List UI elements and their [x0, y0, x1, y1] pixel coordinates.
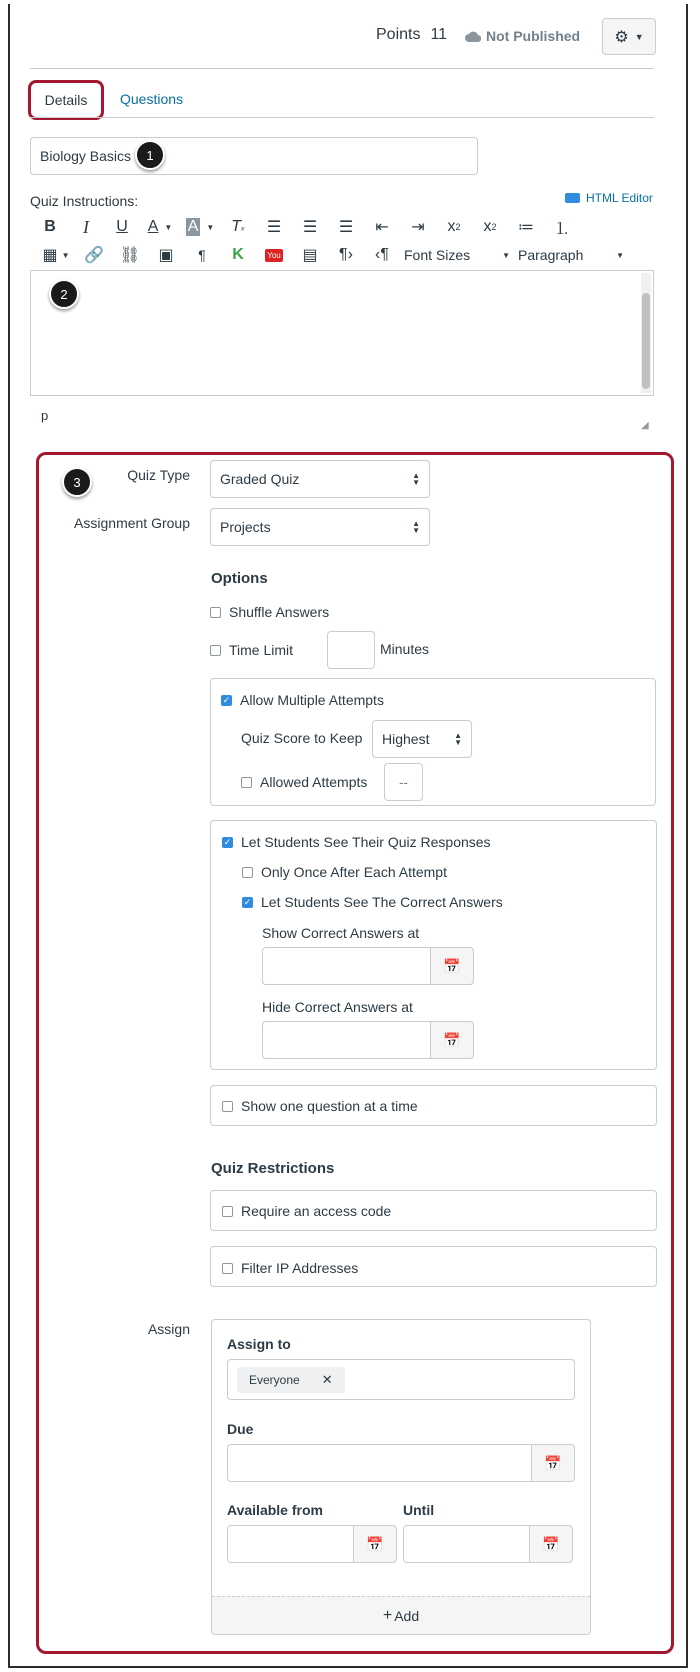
callout-badge-3: [62, 467, 92, 497]
quiz-type-select[interactable]: [210, 460, 430, 498]
tab-questions[interactable]: [120, 91, 183, 107]
ltr-icon[interactable]: ¶›: [339, 246, 353, 263]
tabs-divider: [30, 117, 654, 118]
due-date-input[interactable]: [227, 1444, 531, 1482]
see-responses-checkbox[interactable]: ✓: [223, 836, 232, 847]
assignee-token: [237, 1367, 345, 1393]
callout-3-text: 3: [73, 474, 81, 490]
time-limit-option[interactable]: [210, 642, 293, 658]
access-code-option[interactable]: [222, 1203, 391, 1219]
options-heading: Options: [211, 570, 268, 587]
status-label: Not Published: [486, 28, 581, 44]
calendar-icon[interactable]: 📅: [531, 1444, 575, 1482]
quiz-type-value: Graded Quiz: [220, 471, 300, 487]
clear-format-icon[interactable]: T ₓ: [231, 218, 245, 235]
editor-scrollbar-thumb[interactable]: [642, 293, 650, 389]
pilcrow-icon[interactable]: ¶: [198, 247, 206, 263]
available-from-label: Available from: [227, 1502, 323, 1518]
allow-multiple-attempts-checkbox[interactable]: ✓: [222, 694, 231, 705]
only-once-label: Only Once After Each Attempt: [261, 864, 447, 880]
access-code-checkbox[interactable]: [222, 1206, 233, 1217]
add-label: Add: [394, 1607, 420, 1624]
tab-details[interactable]: [28, 80, 104, 120]
show-correct-answers-date: [262, 947, 474, 985]
media-icon[interactable]: ▤: [302, 247, 318, 264]
plus-icon: +: [382, 1606, 393, 1624]
editor-scrollbar[interactable]: [641, 273, 651, 393]
html-editor-link[interactable]: [565, 191, 653, 205]
shuffle-answers-checkbox[interactable]: [210, 607, 221, 618]
gear-icon: ⚙: [614, 28, 629, 46]
table-icon[interactable]: ▦ ▼: [42, 247, 70, 264]
only-once-checkbox[interactable]: [242, 867, 253, 878]
time-limit-checkbox[interactable]: [210, 645, 221, 656]
indent-icon[interactable]: ⇥: [411, 219, 425, 236]
assignment-group-value: Projects: [220, 519, 271, 535]
allowed-attempts-label: Allowed Attempts: [260, 774, 368, 790]
only-once-option[interactable]: [242, 864, 447, 880]
see-responses-label: Let Students See Their Quiz Responses: [241, 834, 491, 850]
filter-ip-checkbox[interactable]: [222, 1263, 233, 1274]
html-editor-label: HTML Editor: [586, 191, 653, 205]
callout-badge-2: [49, 279, 79, 309]
points-display: [376, 26, 447, 44]
paragraph-select[interactable]: Paragraph ▼: [518, 247, 624, 263]
allowed-attempts-value: --: [399, 774, 408, 790]
quiz-type-label: Quiz Type: [127, 467, 190, 483]
hide-correct-answers-input[interactable]: [262, 1021, 430, 1059]
cloud-icon: [465, 31, 481, 42]
select-arrows-icon: ▲ ▼: [412, 471, 420, 487]
until-input[interactable]: [403, 1525, 529, 1563]
unlink-icon[interactable]: ⛓: [119, 247, 141, 264]
time-limit-label: Time Limit: [229, 642, 294, 658]
image-icon[interactable]: ▣: [158, 247, 174, 264]
calendar-icon[interactable]: 📅: [430, 1021, 474, 1059]
paragraph-label: Paragraph: [518, 247, 584, 263]
numbered-list-icon[interactable]: ⒈: [553, 220, 570, 238]
see-responses-option[interactable]: [222, 834, 491, 850]
filter-ip-option[interactable]: [222, 1260, 358, 1276]
editor-toolbar-row-2: [36, 242, 628, 268]
see-correct-answers-option[interactable]: [242, 894, 503, 910]
select-arrows-icon: ▲ ▼: [412, 519, 420, 535]
caret-down-icon: ▼: [634, 31, 644, 42]
bullet-list-icon[interactable]: ≔: [518, 219, 534, 236]
allowed-attempts-option[interactable]: [241, 774, 367, 790]
one-question-checkbox[interactable]: [222, 1101, 233, 1112]
filter-ip-label: Filter IP Addresses: [241, 1260, 359, 1276]
bold-icon[interactable]: B: [44, 218, 56, 235]
points-label: Points: [376, 26, 421, 43]
italic-icon[interactable]: I: [83, 216, 89, 237]
hide-correct-answers-date: [262, 1021, 474, 1059]
rtl-icon[interactable]: ‹¶: [375, 246, 389, 263]
shuffle-answers-label: Shuffle Answers: [229, 604, 330, 620]
assignment-group-select[interactable]: [210, 508, 430, 546]
see-correct-answers-label: Let Students See The Correct Answers: [261, 894, 503, 910]
until-label: Until: [403, 1502, 435, 1518]
callout-1-text: 1: [146, 147, 154, 163]
show-correct-answers-at-label: Show Correct Answers at: [262, 925, 420, 941]
available-from-input[interactable]: [227, 1525, 353, 1563]
allow-multiple-attempts-label: Allow Multiple Attempts: [240, 692, 384, 708]
calendar-icon[interactable]: 📅: [430, 947, 474, 985]
add-assignment-button[interactable]: [212, 1596, 590, 1634]
minutes-label: Minutes: [380, 641, 430, 657]
font-sizes-select[interactable]: Font Sizes ▼: [404, 247, 510, 263]
assign-to-label: Assign to: [227, 1336, 291, 1352]
tab-questions-label: Questions: [120, 91, 184, 107]
font-sizes-label: Font Sizes: [404, 247, 471, 263]
hide-correct-answers-at-label: Hide Correct Answers at: [262, 999, 413, 1015]
one-question-label: Show one question at a time: [241, 1098, 418, 1114]
assignment-group-label: Assignment Group: [74, 515, 190, 531]
one-question-option[interactable]: [222, 1098, 418, 1114]
align-left-icon[interactable]: ☰: [266, 219, 282, 236]
align-center-icon[interactable]: ☰: [302, 219, 318, 236]
points-value: 11: [430, 26, 448, 43]
until-date: [403, 1525, 573, 1563]
calendar-icon[interactable]: 📅: [529, 1525, 573, 1563]
publish-status[interactable]: [465, 28, 580, 44]
assign-to-input[interactable]: [227, 1359, 575, 1400]
instructions-editor[interactable]: [30, 270, 654, 396]
resize-handle-icon[interactable]: ◢: [641, 420, 649, 431]
tab-details-label: Details: [44, 92, 88, 108]
background-color-icon[interactable]: A ▼: [187, 218, 215, 235]
assignee-label: Everyone: [249, 1373, 300, 1387]
editor-toolbar-row-1: [32, 214, 580, 240]
header-divider: [30, 68, 654, 69]
underline-icon[interactable]: U: [116, 218, 128, 235]
allowed-attempts-checkbox[interactable]: [241, 777, 252, 788]
access-code-label: Require an access code: [241, 1203, 392, 1219]
superscript-icon[interactable]: x 2: [447, 218, 461, 235]
youtube-icon[interactable]: You: [267, 250, 281, 260]
text-color-icon[interactable]: A ▼: [147, 218, 173, 235]
quiz-score-to-keep-value: Highest: [382, 731, 430, 747]
quiz-title-value: Biology Basics: [40, 148, 132, 164]
link-icon[interactable]: 🔗: [84, 247, 104, 264]
callout-badge-1: [135, 140, 165, 170]
quiz-score-to-keep-select[interactable]: [372, 720, 472, 758]
keyboard-icon: [565, 193, 580, 203]
quiz-restrictions-heading: Quiz Restrictions: [211, 1160, 335, 1177]
due-date: [227, 1444, 575, 1482]
remove-assignee-icon[interactable]: ✕: [321, 1372, 333, 1387]
assign-label: Assign: [147, 1321, 190, 1337]
due-label: Due: [227, 1421, 254, 1437]
time-limit-input[interactable]: [327, 631, 375, 669]
calendar-icon[interactable]: 📅: [353, 1525, 397, 1563]
allow-multiple-attempts-option[interactable]: [221, 692, 384, 708]
see-correct-answers-checkbox[interactable]: ✓: [243, 896, 252, 907]
subscript-icon[interactable]: x 2: [483, 218, 497, 235]
callout-2-text: 2: [60, 286, 68, 302]
editor-path: p: [41, 408, 49, 423]
settings-menu-button[interactable]: [602, 18, 656, 55]
quiz-instructions-label: Quiz Instructions:: [30, 193, 139, 209]
available-from-date: [227, 1525, 397, 1563]
select-arrows-icon: ▲ ▼: [454, 731, 462, 747]
kaltura-icon[interactable]: K: [232, 246, 244, 263]
quiz-score-to-keep-label: Quiz Score to Keep: [241, 730, 363, 746]
shuffle-answers-option[interactable]: [210, 604, 329, 620]
align-right-icon[interactable]: ☰: [338, 219, 354, 236]
allowed-attempts-input[interactable]: [384, 763, 423, 801]
outdent-icon[interactable]: ⇤: [375, 219, 389, 236]
quiz-title-input[interactable]: [30, 137, 478, 175]
show-correct-answers-input[interactable]: [262, 947, 430, 985]
